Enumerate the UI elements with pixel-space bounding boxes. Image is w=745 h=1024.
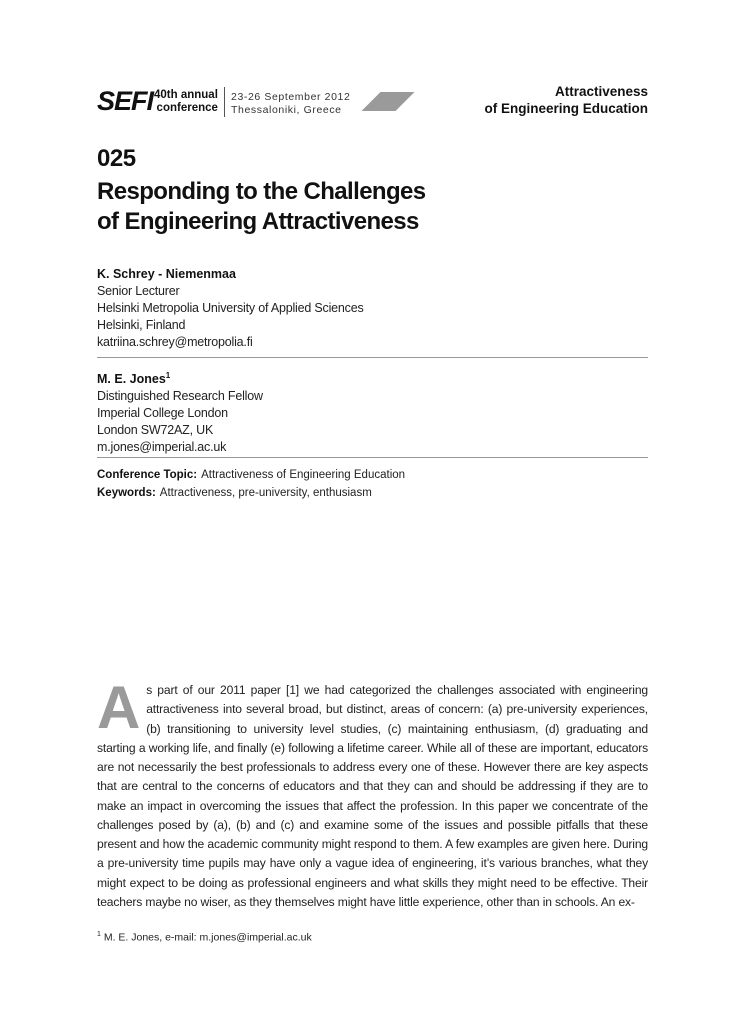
keywords-value: Attractiveness, pre-university, enthusiasm <box>159 487 372 499</box>
conference-date-location <box>231 91 350 117</box>
drop-cap: A <box>97 674 141 741</box>
footnote-mark: 1 <box>97 931 101 938</box>
author-location: London SW72AZ, UK <box>97 423 214 438</box>
author-name <box>97 367 648 388</box>
footnote <box>97 931 312 944</box>
title-line-2: of Engineering Attractiveness <box>97 208 419 235</box>
topic-label: Conference Topic: <box>97 469 198 481</box>
conference-line-1: 40th annual <box>154 89 218 101</box>
conference-location: Thessaloniki, Greece <box>231 104 342 116</box>
meta-separator <box>97 457 648 458</box>
author-position: Senior Lecturer <box>97 284 180 298</box>
conference-edition <box>154 89 218 115</box>
author-email: m.jones@imperial.ac.uk <box>97 440 227 455</box>
title-line-1: Responding to the Challenges <box>97 178 426 205</box>
keywords-label: Keywords: <box>97 487 156 499</box>
author-block-2 <box>97 367 648 456</box>
paper-meta <box>97 466 405 502</box>
conference-date: 23-26 September 2012 <box>231 91 351 103</box>
author-name: K. Schrey - Niemenmaa <box>97 267 236 281</box>
paper-number: 025 <box>97 145 136 172</box>
author-location: Helsinki, Finland <box>97 318 186 332</box>
topic-value: Attractiveness of Engineering Education <box>201 469 406 481</box>
keywords <box>97 484 405 502</box>
author-position: Distinguished Research Fellow <box>97 389 263 404</box>
sefi-logo: SEFI <box>97 86 154 116</box>
header-divider <box>224 87 225 117</box>
author-name-text: M. E. Jones <box>97 372 166 387</box>
paper-title <box>97 177 657 237</box>
author-email: katriina.schrey@metropolia.fi <box>97 335 253 349</box>
author-separator <box>97 357 648 358</box>
footnote-marker: 1 <box>165 371 171 380</box>
author-institution: Imperial College London <box>97 406 228 421</box>
conference-line-2: conference <box>156 102 218 114</box>
conference-header <box>97 83 648 123</box>
body-text: s part of our 2011 paper [1] we had categorized the challenges associated with engineering attractiveness into several broad, but distinct, areas of concern: (a) pre-university experiences, (b) transitioning to university level studies, (c) maintaining enthusiasm, (d) graduating and starting a working life, and finally (e) following a lifetime career. While all of these are important, educators are not necessarily the best professionals to address every one of these. However there are key aspects that are central to the concerns of educators and that they can and should be addressing if they are to make an impact in overcoming the issues that affect the profession. In this paper we concentrate of the challenges posed by (a), (b) and (c) and examine some of the issues and possible pitfalls that these present and how the academic community might respond to them. A few examples are given here. During a pre-university time pupils may have only a vague idea of engineering, it’s various branches, what they might expect to be doing as professional engineers and what skills they might need to be effective. Their teachers maybe no wiser, as they themselves might have little experience, other than in schools. An ex- <box>97 683 648 909</box>
decorative-parallelogram <box>362 92 415 111</box>
author-institution: Helsinki Metropolia University of Applied Sciences <box>97 301 364 315</box>
conference-theme <box>484 83 648 117</box>
footnote-text: M. E. Jones, e-mail: m.jones@imperial.ac.uk <box>100 931 312 944</box>
theme-line-1: Attractiveness <box>554 84 648 99</box>
conference-topic <box>97 466 405 484</box>
theme-line-2: of Engineering Education <box>484 101 648 116</box>
body-paragraph <box>97 674 648 912</box>
author-block-1 <box>97 266 648 351</box>
